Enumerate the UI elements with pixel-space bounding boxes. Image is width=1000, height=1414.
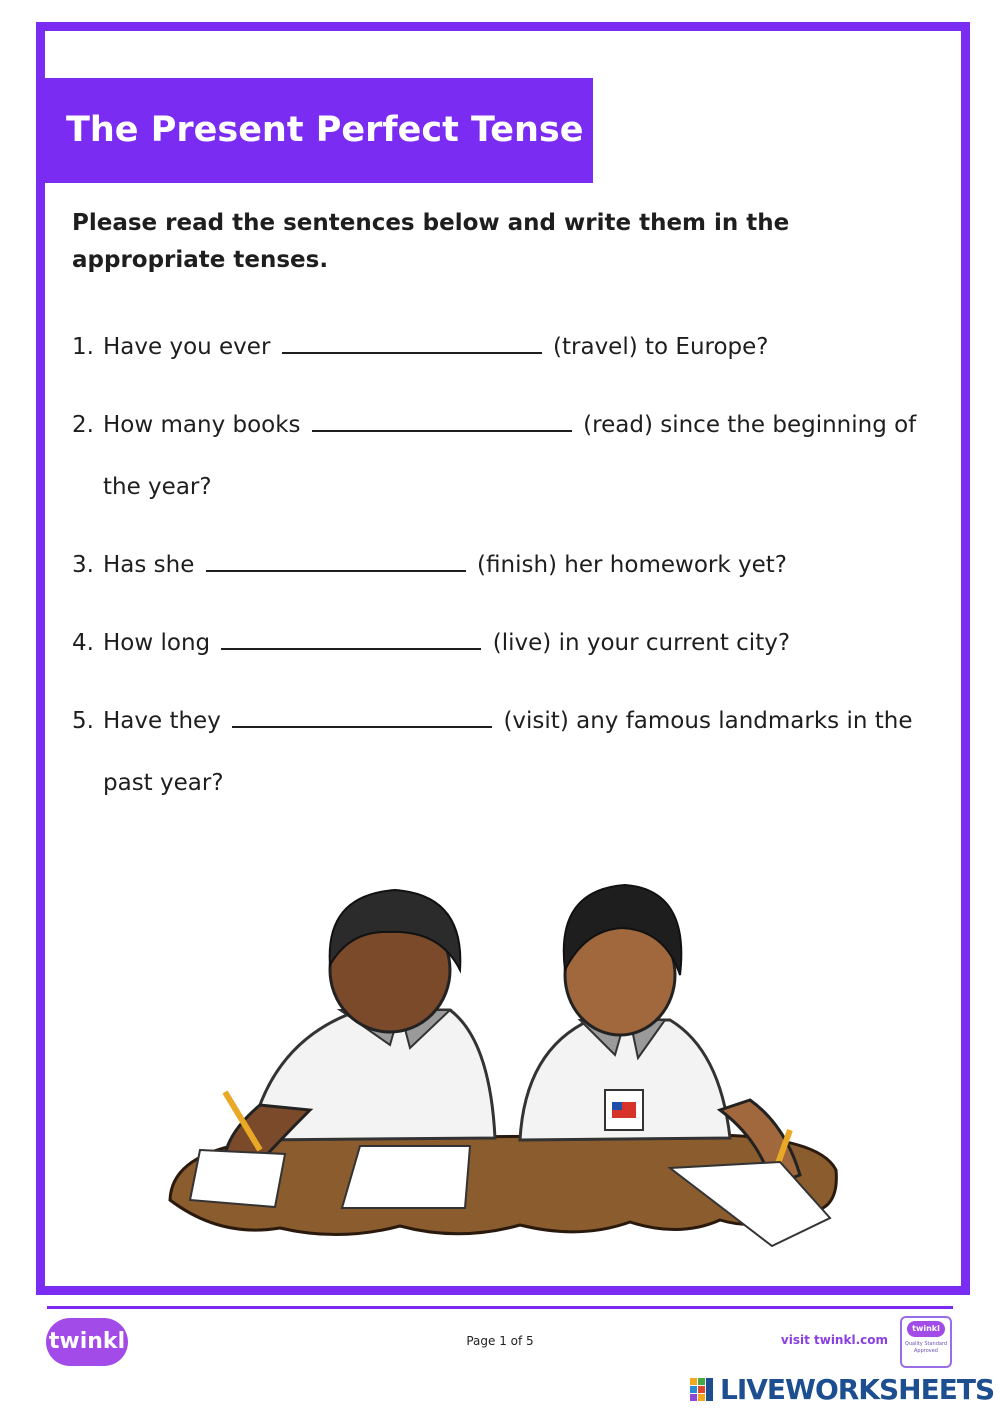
answer-blank-2[interactable] (312, 408, 572, 432)
question-text-before: Have you ever (103, 334, 271, 360)
visit-link[interactable]: visit twinkl.com (780, 1333, 888, 1347)
question-4 (72, 612, 932, 674)
question-continuation: the year? (103, 474, 212, 500)
question-5 (72, 690, 932, 814)
question-number: 4. (72, 630, 94, 656)
badge-text: Quality Standard Approved (904, 1341, 948, 1354)
question-text-before: Has she (103, 552, 195, 578)
badge-brand: twinkl (907, 1321, 945, 1337)
question-number: 1. (72, 334, 94, 360)
question-number: 5. (72, 708, 94, 734)
liveworksheets-text: LIVEWORKSHEETS (720, 1373, 995, 1406)
question-number: 2. (72, 412, 94, 438)
question-text-after: (live) in your current city? (492, 630, 791, 656)
question-text-before: How long (103, 630, 211, 656)
question-1 (72, 316, 932, 378)
liveworksheets-watermark (690, 1373, 995, 1406)
footer-divider (47, 1306, 953, 1309)
question-continuation: past year? (103, 770, 224, 796)
instructions-text: Please read the sentences below and write them in the appropriate tenses. (72, 210, 790, 273)
page-number: Page 1 of 5 (466, 1334, 534, 1348)
answer-blank-3[interactable] (206, 548, 466, 572)
question-text-after: (finish) her homework yet? (477, 552, 787, 578)
question-2 (72, 394, 932, 518)
question-text-before: Have they (103, 708, 221, 734)
question-text-after: (visit) any famous landmarks in the (503, 708, 913, 734)
question-text-after: (travel) to Europe? (553, 334, 769, 360)
answer-blank-4[interactable] (221, 626, 481, 650)
answer-blank-5[interactable] (232, 704, 492, 728)
question-number: 3. (72, 552, 94, 578)
question-3 (72, 534, 932, 596)
page-title: The Present Perfect Tense (36, 78, 593, 183)
answer-blank-1[interactable] (282, 330, 542, 354)
quality-badge (900, 1316, 952, 1368)
students-writing-illustration (160, 870, 850, 1250)
question-text-after: (read) since the beginning of (583, 412, 917, 438)
liveworksheets-icon (690, 1378, 714, 1402)
twinkl-logo[interactable]: twinkl (46, 1318, 128, 1366)
question-text-before: How many books (103, 412, 301, 438)
